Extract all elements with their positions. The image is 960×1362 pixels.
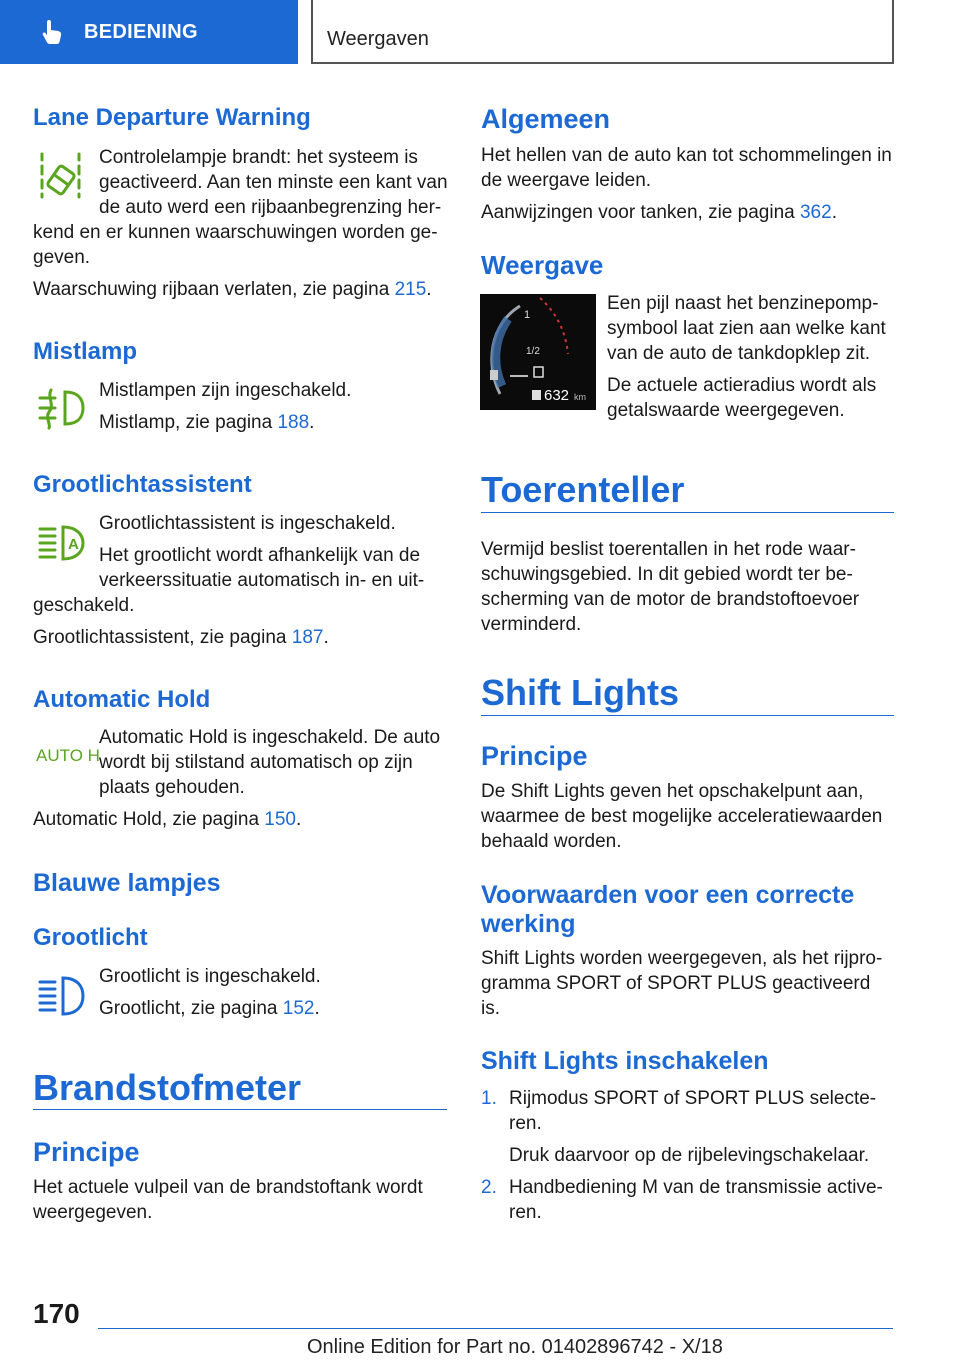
voorwaarden-heading-1: Voorwaarden voor een correcte [481, 881, 855, 909]
alg-line-1: Het hellen van de auto kan tot schommelingen in [481, 145, 892, 166]
hb-reference: Grootlicht, zie pagina 152. [99, 998, 320, 1019]
ldw-ref-text: Waarschuwing rijbaan verlaten, zie pagina [33, 279, 395, 300]
step-2-line-1: Handbediening M van de transmissie active- [509, 1177, 883, 1198]
auto-hold-icon: AUTO H [36, 746, 100, 765]
alg-ref-text: Aanwijzingen voor tanken, zie pagina [481, 202, 800, 223]
step-1-line-2: ren. [509, 1113, 542, 1134]
section-tab[interactable] [0, 0, 298, 64]
ldw-line-3: de auto werd een rijbaanbegrenzing her- [99, 197, 442, 218]
heading-rule [481, 512, 894, 513]
high-beam-icon [37, 970, 87, 1020]
hb-page-link[interactable]: 152 [282, 998, 315, 1019]
sl-line-1: De Shift Lights geven het opschakelpunt aan, [481, 781, 864, 802]
hb-line-1: Grootlicht is ingeschakeld. [99, 966, 321, 987]
hba-line-2: Het grootlicht wordt afhankelijk van de [99, 545, 421, 566]
page-number: 170 [33, 1298, 80, 1329]
ah-line-2: wordt bij stilstand automatisch op zijn [99, 752, 413, 773]
ah-reference: Automatic Hold, zie pagina 150. [33, 809, 302, 830]
wg-line-3: van de auto de tankdopklep zit. [607, 343, 871, 364]
wg-line-2: symbool laat zien aan welke kant [607, 318, 886, 339]
mist-line-1: Mistlampen zijn ingeschakeld. [99, 380, 352, 401]
step-1-line-3: Druk daarvoor op de rijbelevingschakelaar. [509, 1145, 870, 1166]
high-beam-assistant-icon [37, 517, 87, 567]
ldw-line-5: geven. [33, 247, 91, 268]
alg-line-2: de weergave leiden. [481, 170, 652, 191]
grootlicht-heading: Grootlicht [33, 924, 148, 951]
automatic-hold-heading: Automatic Hold [33, 686, 211, 713]
blue-lamps-heading: Blauwe lampjes [33, 869, 221, 897]
hb-ref-text: Grootlicht, zie pagina [99, 998, 283, 1019]
vw-line-3: is. [481, 998, 500, 1019]
inschakelen-heading: Shift Lights inschakelen [481, 1047, 769, 1075]
wg-line-5: getalswaarde weergegeven. [607, 400, 845, 421]
heading-rule [481, 715, 894, 716]
gauge-half: 1/2 [526, 346, 540, 357]
ah-page-link[interactable]: 150 [264, 809, 296, 830]
step-2-line-2: ren. [509, 1202, 542, 1223]
brandstofmeter-heading: Brandstofmeter [33, 1067, 302, 1108]
algemeen-heading: Algemeen [481, 104, 611, 134]
ah-ref-text: Automatic Hold, zie pagina [33, 809, 265, 830]
lane-departure-icon [37, 150, 87, 200]
mistlamp-heading: Mistlamp [33, 338, 138, 365]
footer-rule [98, 1328, 893, 1329]
ldw-reference: Waarschuwing rijbaan verlaten, zie pagina 215. [33, 279, 432, 300]
sl-line-2: waarmee de best mogelijke acceleratiewaarden [481, 806, 883, 827]
chapter-title: Weergaven [327, 28, 429, 50]
vw-line-1: Shift Lights worden weergegeven, als het rijpro- [481, 948, 883, 969]
toerenteller-heading: Toerenteller [481, 469, 685, 510]
ldw-line-2: geactiveerd. Aan ten minste een kant van [99, 172, 448, 193]
alg-page-link[interactable]: 362 [799, 202, 832, 223]
section-label: BEDIENING [84, 20, 198, 43]
toer-line-3: scherming van de motor de brandstoftoevoer [481, 589, 860, 610]
fuel-gauge-image [480, 294, 596, 410]
shift-lights-heading: Shift Lights [481, 672, 679, 713]
grootlichtassistent-heading: Grootlichtassistent [33, 471, 252, 498]
ldw-line-4: kend en er kunnen waarschuwingen worden ge- [33, 222, 438, 243]
fuel-line-1: Het actuele vulpeil van de brandstoftank wordt [33, 1177, 423, 1198]
fuel-line-2: weergegeven. [33, 1202, 153, 1223]
hba-reference: Grootlichtassistent, zie pagina 187. [33, 627, 329, 648]
toer-line-1: Vermijd beslist toerentallen in het rode waar- [481, 539, 856, 560]
hba-ref-text: Grootlichtassistent, zie pagina [33, 627, 292, 648]
hba-line-3: verkeerssituatie automatisch in- en uit- [99, 570, 425, 591]
gauge-one: 1 [524, 309, 531, 321]
fog-lamp-icon [37, 384, 87, 434]
gauge-unit: km [574, 392, 586, 402]
step-2-number: 2. [481, 1177, 497, 1198]
principe-heading: Principe [33, 1137, 140, 1167]
alg-reference: Aanwijzingen voor tanken, zie pagina 362. [481, 202, 837, 223]
ah-line-1: Automatic Hold is ingeschakeld. De auto [99, 727, 441, 748]
step-1-number: 1. [481, 1088, 497, 1109]
mist-page-link[interactable]: 188 [277, 412, 310, 433]
hba-line-4: geschakeld. [33, 595, 135, 616]
sl-principe-heading: Principe [481, 741, 588, 771]
voorwaarden-heading-2: werking [481, 910, 576, 938]
wg-line-4: De actuele actieradius wordt als [607, 375, 877, 396]
footer-edition: Online Edition for Part no. 01402896742 - X/18 [307, 1336, 723, 1358]
hba-line-1: Grootlichtassistent is ingeschakeld. [99, 513, 396, 534]
hba-page-link[interactable]: 187 [291, 627, 324, 648]
svg-text:A: A [68, 536, 79, 553]
ldw-line-1: Controlelampje brandt: het systeem is [99, 147, 418, 168]
weergave-heading: Weergave [481, 250, 604, 280]
step-1-line-1: Rijmodus SPORT of SPORT PLUS selecte- [509, 1088, 877, 1109]
ah-line-3: plaats gehouden. [99, 777, 245, 798]
mist-reference: Mistlamp, zie pagina 188. [99, 412, 315, 433]
wg-line-1: Een pijl naast het benzinepomp- [607, 293, 879, 314]
ldw-heading: Lane Departure Warning [33, 104, 311, 131]
mist-ref-text: Mistlamp, zie pagina [99, 412, 278, 433]
ldw-page-link[interactable]: 215 [394, 279, 427, 300]
chapter-header [311, 0, 894, 64]
sl-line-3: behaald worden. [481, 831, 622, 852]
toer-line-4: verminderd. [481, 614, 582, 635]
hand-pointer-icon [38, 17, 68, 47]
gauge-range: 632 [544, 387, 570, 404]
toer-line-2: schuwingsgebied. In dit gebied wordt ter be- [481, 564, 853, 585]
heading-rule [33, 1109, 447, 1110]
fuel-gauge-graphic [480, 294, 596, 410]
vw-line-2: gramma SPORT of SPORT PLUS geactiveerd [481, 973, 871, 994]
